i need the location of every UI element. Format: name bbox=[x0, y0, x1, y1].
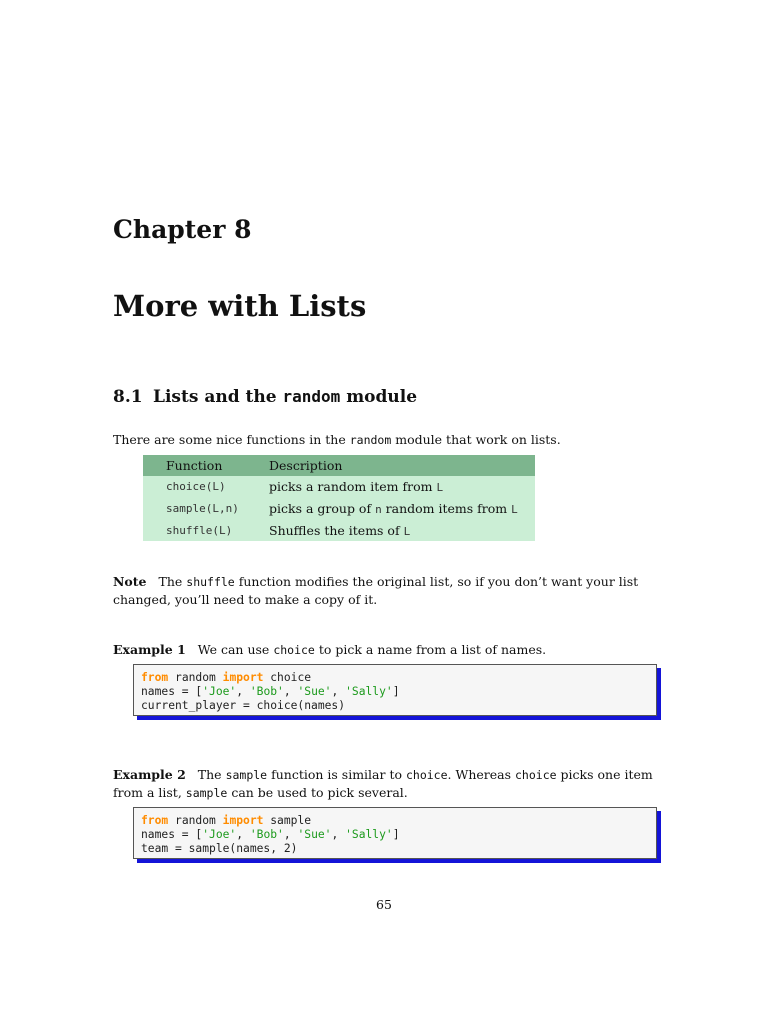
code-string: 'Bob' bbox=[249, 828, 284, 841]
example1-lead: Example 1 bbox=[113, 642, 186, 657]
code-text: names = [ bbox=[141, 685, 203, 698]
code-line bbox=[141, 828, 656, 842]
code-text: , bbox=[236, 828, 250, 841]
code-text: , bbox=[283, 685, 298, 698]
section-title-text: Lists and the bbox=[153, 387, 277, 407]
intro-code: random bbox=[349, 433, 392, 447]
table-header-row bbox=[143, 455, 535, 476]
example1-paragraph bbox=[113, 641, 658, 659]
code-string: 'Bob' bbox=[249, 685, 284, 698]
code-line: current_player = choice(names) bbox=[141, 699, 346, 712]
code-keyword: import bbox=[222, 671, 264, 684]
description-text: picks a random item from bbox=[269, 479, 433, 495]
table-cell-function: choice(L) bbox=[143, 476, 269, 498]
table-cell-description bbox=[269, 498, 535, 520]
example1-text: We can use bbox=[197, 642, 270, 657]
page-number: 65 bbox=[376, 897, 392, 912]
code-keyword: from bbox=[141, 814, 169, 827]
intro-text: There are some nice functions in the bbox=[113, 432, 346, 447]
section-title-text-end: module bbox=[346, 387, 418, 407]
section-title-code: random bbox=[282, 387, 341, 406]
code-text: names = [ bbox=[141, 828, 203, 841]
code-text: choice bbox=[263, 671, 312, 684]
code-text: , bbox=[283, 828, 298, 841]
chapter-label: Chapter 8 bbox=[113, 215, 252, 244]
code-string: 'Sally' bbox=[345, 685, 393, 698]
code-line bbox=[141, 685, 656, 699]
example2-code: choice bbox=[405, 768, 448, 782]
description-code: n bbox=[375, 502, 382, 516]
chapter-title: More with Lists bbox=[113, 289, 367, 323]
code-text: random bbox=[168, 671, 223, 684]
code-string: 'Sally' bbox=[345, 828, 393, 841]
code-keyword: from bbox=[141, 671, 169, 684]
note-text: The bbox=[158, 574, 183, 589]
code-string: 'Sue' bbox=[297, 685, 332, 698]
example2-code: sample bbox=[185, 786, 228, 800]
table-header-function: Function bbox=[143, 455, 269, 476]
note-lead: Note bbox=[113, 574, 147, 589]
intro-text-end: module that work on lists. bbox=[395, 432, 561, 447]
code-text: , bbox=[236, 685, 250, 698]
example1-code: choice bbox=[273, 643, 315, 657]
code-line bbox=[141, 671, 656, 685]
code-keyword: import bbox=[222, 814, 264, 827]
code-line: team = sample(names, 2) bbox=[141, 842, 298, 855]
note-text-end: function modifies the original list, so if you don’t want your list changed, you’ll need to make a copy of it. bbox=[113, 574, 639, 607]
table-header-description: Description bbox=[269, 455, 535, 476]
example2-code: choice bbox=[515, 768, 557, 782]
description-text: random items from bbox=[385, 500, 508, 516]
code-text: sample bbox=[263, 814, 312, 827]
code-text: ] bbox=[392, 828, 400, 841]
code-string: 'Joe' bbox=[202, 685, 237, 698]
description-code: L bbox=[403, 524, 411, 538]
example2-text: function is similar to bbox=[271, 767, 402, 782]
code-text: , bbox=[331, 685, 346, 698]
table-row bbox=[143, 498, 535, 520]
intro-paragraph bbox=[113, 431, 658, 449]
example2-paragraph bbox=[113, 766, 658, 802]
example2-code: sample bbox=[225, 768, 268, 782]
example1-code-block bbox=[133, 664, 657, 716]
code-string: 'Sue' bbox=[297, 828, 332, 841]
description-text: Shuffles the items of bbox=[269, 522, 400, 538]
example2-code-block bbox=[133, 807, 657, 859]
table-cell-function: sample(L,n) bbox=[143, 498, 269, 520]
note-code: shuffle bbox=[186, 575, 235, 589]
example2-text: The bbox=[197, 767, 222, 782]
table-row bbox=[143, 476, 535, 498]
table-row bbox=[143, 519, 535, 541]
table-cell-description bbox=[269, 519, 535, 541]
table-cell-function: shuffle(L) bbox=[143, 519, 269, 541]
description-code: L bbox=[436, 481, 444, 495]
code-text: , bbox=[331, 828, 346, 841]
code-text: ] bbox=[392, 685, 400, 698]
example2-text: picks one item from a list, bbox=[113, 767, 653, 800]
code-line bbox=[141, 814, 656, 828]
example2-lead: Example 2 bbox=[113, 767, 186, 782]
functions-table bbox=[143, 455, 535, 541]
example2-text: . Whereas bbox=[447, 767, 512, 782]
note-paragraph bbox=[113, 573, 658, 608]
section-heading bbox=[113, 385, 417, 409]
description-code: L bbox=[511, 502, 518, 516]
example2-text: can be used to pick several. bbox=[231, 785, 408, 800]
section-number: 8.1 bbox=[113, 387, 143, 407]
code-string: 'Joe' bbox=[202, 828, 237, 841]
table-cell-description bbox=[269, 476, 535, 498]
example1-text-end: to pick a name from a list of names. bbox=[318, 642, 547, 657]
code-text: random bbox=[168, 814, 223, 827]
description-text: picks a group of bbox=[269, 500, 372, 516]
